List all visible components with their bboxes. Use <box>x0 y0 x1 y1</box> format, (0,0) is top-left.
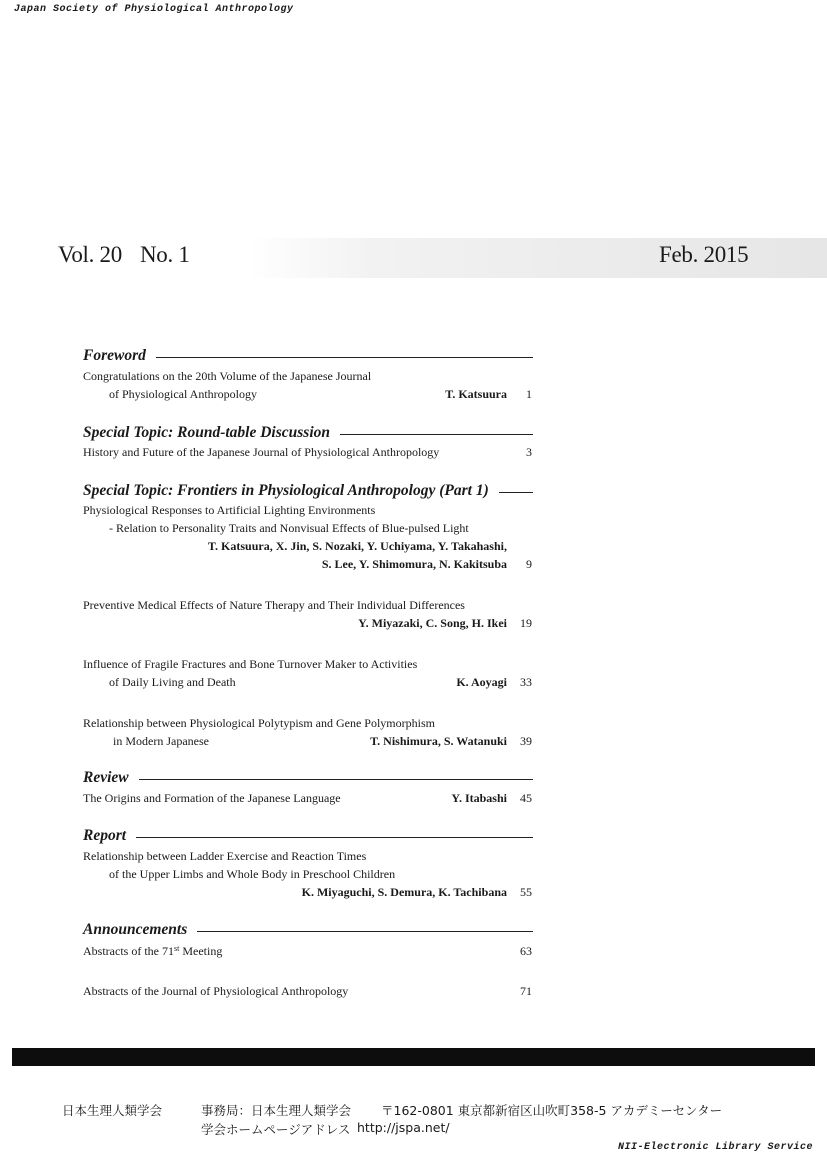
entry-title: Congratulations on the 20th Volume of the Japanese Journal <box>83 369 372 383</box>
entry-title: Physiological Responses to Artificial Lighting Environments <box>83 503 376 517</box>
homepage-label: 学会ホームページアドレス <box>201 1122 351 1137</box>
issue-date: Feb. 2015 <box>659 242 749 267</box>
entry-page: 33 <box>520 675 532 689</box>
entry-authors: Y. Miyazaki, C. Song, H. Ikei <box>358 616 507 630</box>
entry-title: of Daily Living and Death <box>109 675 236 689</box>
divider <box>499 492 533 493</box>
entry-title: Relationship between Ladder Exercise and Reaction Times <box>83 849 367 863</box>
section-title: Announcements <box>83 921 188 938</box>
society-header: Japan Society of Physiological Anthropology <box>14 4 294 15</box>
office-label: 事務局：日本生理人類学会 <box>201 1103 352 1118</box>
issue-number: No. 1 <box>139 242 190 267</box>
entry-title: in Modern Japanese <box>113 734 209 748</box>
entry-page: 71 <box>520 984 532 998</box>
entry-page: 63 <box>520 944 532 958</box>
section-title: Foreword <box>83 347 146 364</box>
entry-page: 45 <box>520 791 532 805</box>
homepage-url: http://jspa.net/ <box>357 1120 450 1135</box>
footer-band <box>12 1048 815 1066</box>
library-service-label: NII-Electronic Library Service <box>617 1142 813 1153</box>
entry-page: 9 <box>526 557 532 571</box>
entry-title-suffix: Meeting <box>179 944 223 958</box>
office-address: 〒162-0801 東京都新宿区山吹町358-5 アカデミーセンター <box>381 1103 723 1118</box>
ordinal-suffix: st <box>173 944 180 953</box>
entry-title: The Origins and Formation of the Japanese Language <box>83 791 341 805</box>
section-title: Special Topic: Frontiers in Physiological Anthropology (Part 1) <box>83 482 489 499</box>
section-title: Review <box>83 769 129 786</box>
section-heading-roundtable <box>83 423 533 443</box>
section-heading-review <box>83 768 533 788</box>
entry-title: Preventive Medical Effects of Nature Therapy and Their Individual Differences <box>83 598 465 612</box>
entry-title: Abstracts of the Journal of Physiological Anthropology <box>83 984 349 998</box>
entry-title <box>83 941 222 959</box>
section-heading-frontiers <box>83 481 533 501</box>
entry-title: History and Future of the Japanese Journal of Physiological Anthropology <box>83 445 440 459</box>
entry-title: Influence of Fragile Fractures and Bone Turnover Maker to Activities <box>83 657 418 671</box>
entry-page: 39 <box>520 734 532 748</box>
entry-authors: Y. Itabashi <box>451 791 507 805</box>
issue-volume-number <box>58 242 190 268</box>
issue-volume: Vol. 20 <box>58 242 122 267</box>
entry-authors: K. Aoyagi <box>456 675 507 689</box>
entry-authors: T. Katsuura, X. Jin, S. Nozaki, Y. Uchiyama, Y. Takahashi, <box>207 539 507 553</box>
divider <box>197 931 533 932</box>
entry-title: of the Upper Limbs and Whole Body in Preschool Children <box>109 867 396 881</box>
divider <box>340 434 533 435</box>
section-title: Report <box>83 827 127 844</box>
entry-title: of Physiological Anthropology <box>109 387 257 401</box>
entry-authors: T. Katsuura <box>445 387 507 401</box>
entry-title: Relationship between Physiological Polytypism and Gene Polymorphism <box>83 716 435 730</box>
divider <box>139 779 533 780</box>
entry-page: 3 <box>526 445 532 459</box>
society-name-jp: 日本生理人類学会 <box>62 1103 163 1118</box>
entry-title: - Relation to Personality Traits and Nonvisual Effects of Blue-pulsed Light <box>109 521 469 535</box>
entry-authors: T. Nishimura, S. Watanuki <box>370 734 507 748</box>
entry-authors: S. Lee, Y. Shimomura, N. Kakitsuba <box>321 557 507 571</box>
section-title: Special Topic: Round-table Discussion <box>83 424 331 441</box>
section-heading-report <box>83 826 533 846</box>
entry-title-prefix: Abstracts of the 71 <box>83 944 174 958</box>
divider <box>156 357 533 358</box>
entry-page: 19 <box>520 616 532 630</box>
entry-page: 55 <box>520 885 532 899</box>
divider <box>136 837 533 838</box>
entry-page: 1 <box>526 387 532 401</box>
section-heading-announcements <box>83 920 533 940</box>
entry-authors: K. Miyaguchi, S. Demura, K. Tachibana <box>301 885 507 899</box>
section-heading-foreword <box>83 346 533 366</box>
